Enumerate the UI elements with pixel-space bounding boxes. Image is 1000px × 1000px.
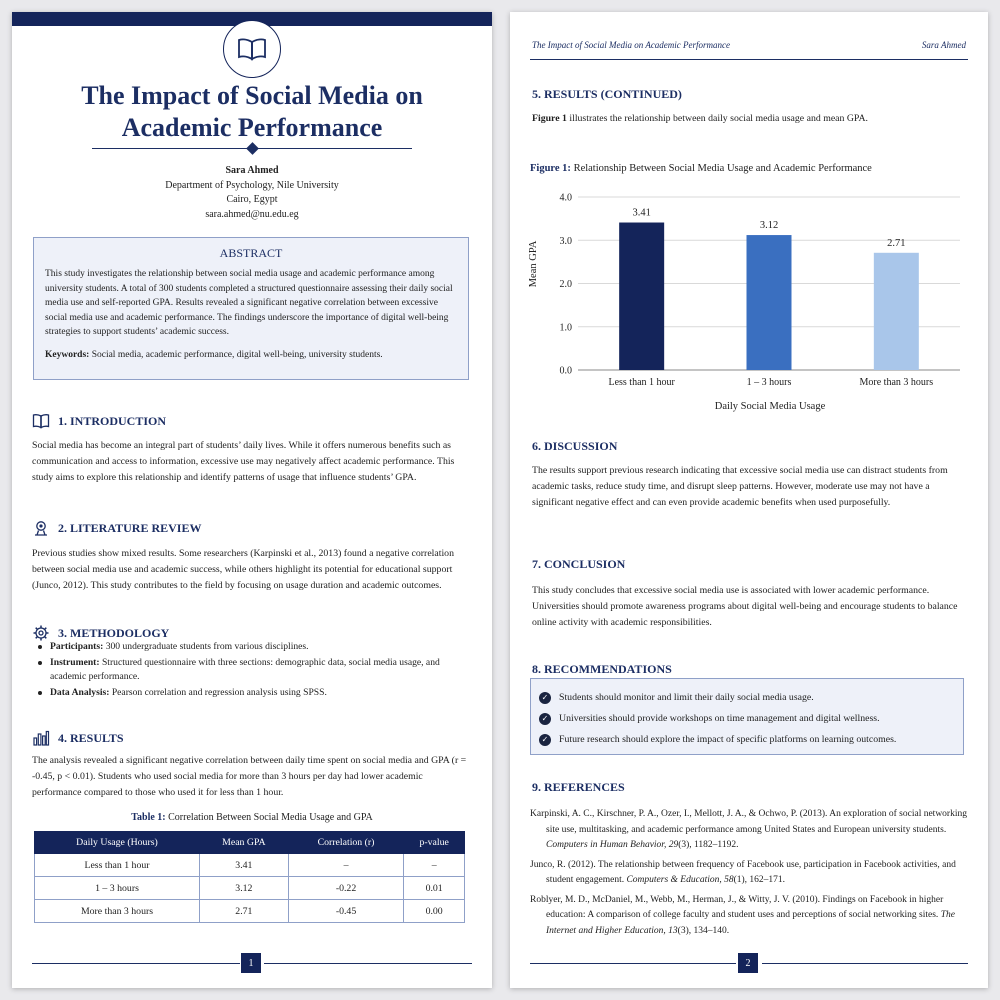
page-number: 2: [738, 953, 758, 973]
book-emblem: [223, 20, 281, 78]
figure-caption-label: Figure 1:: [530, 163, 571, 174]
chart-y-tick-label: 1.0: [559, 322, 572, 334]
footer-rule-left: [530, 963, 736, 964]
running-title: The Impact of Social Media on Academic Performance: [532, 40, 731, 50]
recommendations-heading: 8. RECOMMENDATIONS: [532, 662, 672, 676]
table-caption-text: Correlation Between Social Media Usage and GPA: [165, 812, 373, 823]
reference-journal: Computers & Education, 58: [626, 875, 734, 885]
chart-category-label: Less than 1 hour: [608, 377, 675, 388]
table-header-cell: Daily Usage (Hours): [35, 832, 200, 854]
table-cell: 3.41: [199, 854, 288, 877]
results-continued-heading: 5. RESULTS (CONTINUED): [532, 87, 682, 101]
chart-x-axis-label: Daily Social Media Usage: [714, 401, 826, 412]
table-row: [35, 877, 465, 900]
chart-value-label: 3.12: [759, 220, 779, 232]
literature-heading: [32, 519, 201, 537]
reference-text: Junco, R. (2012). The relationship between frequency of Facebook use, participation in Facebook activities, and student engagement.: [530, 859, 956, 885]
chart-y-tick-label: 2.0: [559, 279, 572, 290]
reference-pages: (3), 1182–1192.: [678, 840, 739, 850]
list-item: [34, 686, 472, 701]
table-row: [35, 900, 465, 923]
reference-pages: (3), 134–140.: [677, 925, 730, 936]
table-caption-label: Table 1:: [131, 812, 166, 823]
page-1: [12, 12, 492, 988]
chart-category-label: More than 3 hours: [859, 377, 934, 388]
keywords-text: Social media, academic performance, digital well-being, university students.: [89, 349, 383, 360]
literature-text: Previous studies show mixed results. Some researchers (Karpinski et al., 2013) found a negative correlation between social media use and academic success, while others highlight its potential for educational support (Junco, 2012). This study contributes to the field by focusing on usage duration and academic outcomes.: [32, 548, 454, 591]
references-heading: 9. REFERENCES: [532, 780, 625, 794]
chart-y-tick-label: 4.0: [559, 192, 572, 204]
table-cell: 0.00: [404, 900, 465, 923]
discussion-heading: 6. DISCUSSION: [532, 439, 618, 453]
open-book-icon: [237, 37, 267, 61]
abstract-heading: ABSTRACT: [219, 246, 283, 260]
instrument-label: Instrument:: [50, 656, 100, 668]
table-cell: More than 3 hours: [35, 900, 200, 923]
list-item: [539, 687, 955, 708]
methodology-list: [34, 640, 472, 701]
list-item: [34, 640, 472, 655]
gpa-bar-chart: [526, 180, 966, 415]
page-number: 1: [241, 953, 261, 973]
chart-bar: [619, 223, 664, 370]
figure-reference: Figure 1: [532, 113, 567, 124]
check-circle-icon: ✓: [539, 734, 551, 746]
chart-bar: [747, 235, 792, 370]
methodology-heading-text: 3. METHODOLOGY: [58, 625, 170, 640]
participants-label: Participants:: [50, 641, 104, 652]
figure-caption: [530, 163, 872, 174]
chart-y-tick-label: 0.0: [559, 365, 572, 377]
recommendation-text: Universities should provide workshops on time management and digital wellness.: [559, 713, 880, 724]
list-item: [539, 729, 955, 750]
reference-text: Karpinski, A. C., Kirschner, P. A., Ozer, I., Mellott, J. A., & Ochwo, P. (2013). An exploration of social networking site use, multitasking, and academic performance among United States and European university students.: [530, 809, 967, 835]
author-location: Cairo, Egypt: [226, 194, 278, 205]
author-department: Department of Psychology, Nile University: [165, 179, 339, 191]
figure-caption-text: Relationship Between Social Media Usage and Academic Performance: [570, 163, 872, 174]
check-circle-icon: ✓: [539, 713, 551, 725]
results-continued-text: [532, 111, 968, 127]
author-email: sara.ahmed@nu.edu.eg: [205, 208, 299, 220]
conclusion-heading: 7. CONCLUSION: [532, 557, 626, 571]
divider-diamond: [246, 142, 259, 155]
chart-y-ticks: [560, 193, 573, 377]
table-cell: -0.22: [288, 877, 404, 900]
results-continued-sentence: illustrates the relationship between daily social media usage and mean GPA.: [566, 113, 869, 124]
check-circle-icon: ✓: [539, 692, 551, 704]
results-heading: [32, 729, 124, 747]
reference-pages: (1), 162–171.: [733, 875, 786, 885]
recommendation-text: Future research should explore the impact of specific platforms on learning outcomes.: [559, 734, 897, 745]
data-analysis-label: Data Analysis:: [50, 686, 110, 698]
reference-text: Roblyer, M. D., McDaniel, M., Webb, M., Herman, J., & Witty, J. V. (2010). Findings on Facebook in higher education: A comparison of college faculty and student uses and perceptions of social networking sites.: [530, 894, 944, 920]
table-cell: 0.01: [404, 877, 465, 900]
footer-rule-right: [762, 963, 968, 964]
chart-y-axis-label: Mean GPA: [528, 240, 539, 288]
open-book-icon: [32, 412, 50, 430]
data-analysis-text: Pearson correlation and regression analysis using SPSS.: [109, 686, 327, 698]
correlation-table: [34, 831, 465, 923]
reference-item: [530, 807, 968, 854]
table-cell: –: [288, 854, 404, 877]
research-icon: [32, 519, 50, 537]
header-rule: [530, 59, 968, 60]
table-cell: 1 – 3 hours: [35, 877, 200, 900]
keywords-label: Keywords:: [45, 349, 90, 360]
table-header-cell: p-value: [404, 832, 465, 854]
table-cell: Less than 1 hour: [35, 854, 200, 877]
recommendation-text: Students should monitor and limit their daily social media usage.: [559, 692, 814, 703]
chart-category-labels: [608, 377, 933, 388]
table-cell: 2.71: [199, 900, 288, 923]
table-row: [35, 854, 465, 877]
reference-item: [530, 893, 968, 940]
author-name: Sara Ahmed: [225, 165, 279, 176]
keywords: [45, 348, 457, 362]
introduction-heading: [32, 412, 166, 430]
abstract-box: [33, 237, 469, 380]
table-cell: –: [404, 854, 465, 877]
table-cell: -0.45: [288, 900, 404, 923]
table-caption: [32, 812, 472, 823]
instrument-text: Structured questionnaire with three sections: demographic data, social media usage, and academic performance.: [50, 656, 440, 682]
participants-text: 300 undergraduate students from various disciplines.: [103, 641, 309, 652]
reference-journal: Computers in Human Behavior, 29: [546, 840, 679, 850]
table-header-cell: Correlation (r): [288, 832, 404, 854]
running-author: Sara Ahmed: [921, 40, 966, 50]
chart-y-tick-label: 3.0: [559, 235, 572, 247]
reference-journal: The Internet and Higher Education, 13: [546, 910, 955, 936]
author-block: [32, 164, 472, 222]
introduction-text: Social media has become an integral part of students’ daily lives. While it offers numerous benefits such as communication and access to information, excessive use may negatively affect academic performance. This study aims to explore this relationship and identify patterns of usage that influence students’ GPA.: [32, 440, 455, 483]
results-heading-text: 4. RESULTS: [58, 730, 124, 745]
chart-value-label: 3.41: [632, 207, 651, 219]
table-cell: 3.12: [199, 877, 288, 900]
list-item: [539, 708, 955, 729]
paper-title: The Impact of Social Media on Academic Performance: [81, 81, 423, 142]
bar-chart-icon: [32, 729, 50, 747]
chart-bars: [619, 223, 919, 370]
chart-value-label: 2.71: [887, 237, 906, 249]
footer-rule-right: [264, 963, 472, 964]
chart-category-label: 1 – 3 hours: [746, 377, 792, 388]
references-list: [530, 807, 968, 943]
conclusion-text: This study concludes that excessive social media use is associated with lower academic performance. Universities should promote awareness programs about digital well-being and encourage students to balance online activity with academic responsibilities.: [532, 585, 958, 628]
abstract-text: This study investigates the relationship between social media usage and academic performance among university students. A total of 300 students completed a structured questionnaire assessing their daily social media use and self-reported GPA. Results revealed a significant negative correlation between excessive social media use and academic performance. The findings underscore the importance of digital well-being strategies to support students’ academic success.: [45, 269, 453, 337]
table-header-cell: Mean GPA: [199, 832, 288, 854]
chart-bar: [874, 253, 919, 370]
reference-item: [530, 858, 968, 889]
literature-heading-text: 2. LITERATURE REVIEW: [58, 520, 202, 535]
table-header-row: [35, 832, 465, 854]
discussion-text: The results support previous research indicating that excessive social media use can distract students from academic tasks, reduce study time, and disrupt sleep patterns. However, moderate use may not have a significant negative effect and can even provide academic benefits when used purposefully.: [532, 465, 948, 508]
page-2: [510, 12, 988, 988]
introduction-heading-text: 1. INTRODUCTION: [58, 413, 167, 428]
results-text: The analysis revealed a significant negative correlation between daily time spent on social media and GPA (r = -0.45, p < 0.01). Students who used social media for more than 3 hours per day had lower academic performance compared to those who used it for less than 1 hour.: [32, 755, 467, 798]
recommendations-box: [530, 678, 964, 755]
footer-rule-left: [32, 963, 240, 964]
list-item: [34, 656, 472, 685]
